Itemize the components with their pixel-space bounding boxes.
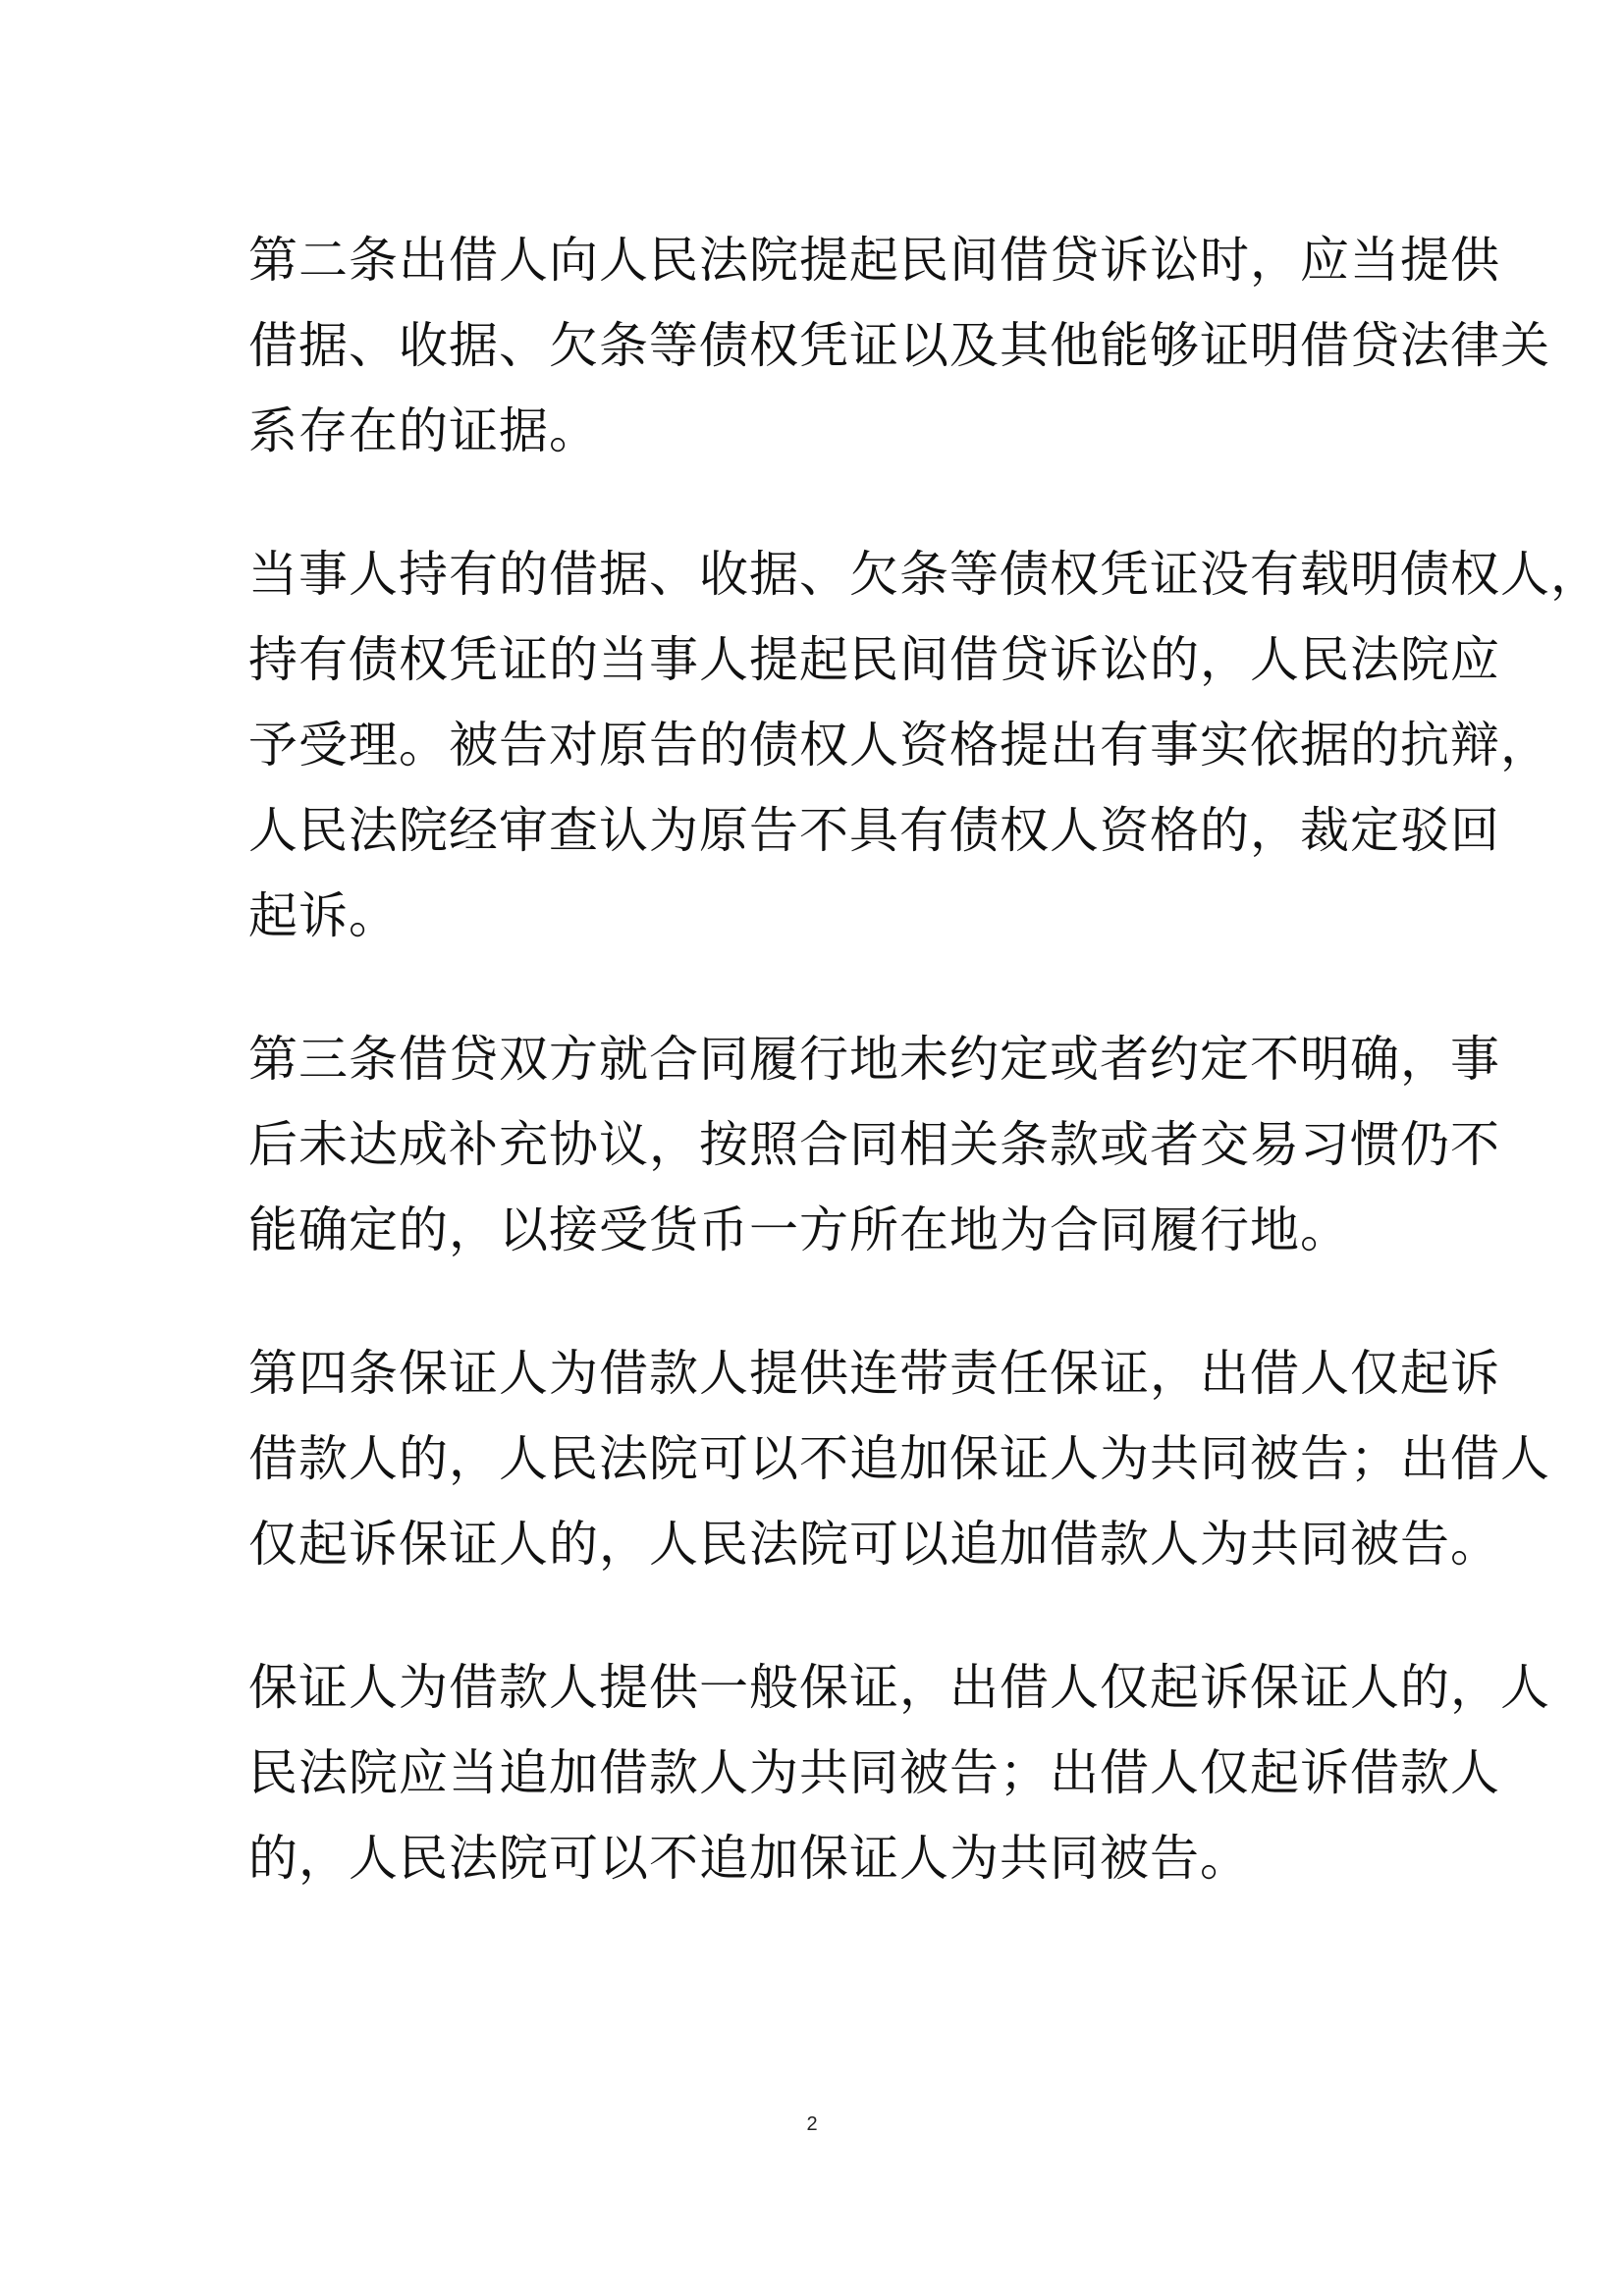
text-line: 借据、收据、欠条等债权凭证以及其他能够证明借贷法律关 [248, 317, 1550, 374]
page-number: 2 [806, 2113, 818, 2135]
paragraph-article-4-clause-2 [248, 1645, 1550, 1901]
text-line: 第三条借贷双方就合同履行地未约定或者约定不明确，事 [248, 1031, 1500, 1088]
text-line: 的，人民法院可以不追加保证人为共同被告。 [248, 1830, 1250, 1887]
document-body [248, 218, 1600, 1901]
paragraph-article-4 [248, 1331, 1550, 1587]
paragraph-article-3 [248, 1017, 1500, 1273]
text-line: 予受理。被告对原告的债权人资格提出有事实依据的抗辩， [248, 717, 1550, 774]
text-line: 第四条保证人为借款人提供连带责任保证，出借人仅起诉 [248, 1345, 1500, 1402]
paragraph-article-2 [248, 218, 1550, 474]
text-line: 第二条出借人向人民法院提起民间借贷诉讼时，应当提供 [248, 232, 1500, 289]
text-line: 当事人持有的借据、收据、欠条等债权凭证没有载明债权人， [248, 546, 1600, 603]
text-line: 能确定的，以接受货币一方所在地为合同履行地。 [248, 1201, 1350, 1258]
text-line: 持有债权凭证的当事人提起民间借贷诉讼的，人民法院应 [248, 631, 1500, 688]
text-line: 后未达成补充协议，按照合同相关条款或者交易习惯仍不 [248, 1116, 1500, 1173]
paragraph-article-2-clause-2 [248, 532, 1600, 959]
text-line: 系存在的证据。 [248, 402, 599, 459]
text-line: 起诉。 [248, 887, 399, 944]
text-line: 借款人的，人民法院可以不追加保证人为共同被告；出借人 [248, 1430, 1550, 1487]
text-line: 民法院应当追加借款人为共同被告；出借人仅起诉借款人 [248, 1744, 1500, 1801]
text-line: 人民法院经审查认为原告不具有债权人资格的，裁定驳回 [248, 802, 1500, 859]
text-line: 保证人为借款人提供一般保证，出借人仅起诉保证人的，人 [248, 1659, 1550, 1716]
text-line: 仅起诉保证人的，人民法院可以追加借款人为共同被告。 [248, 1516, 1500, 1573]
